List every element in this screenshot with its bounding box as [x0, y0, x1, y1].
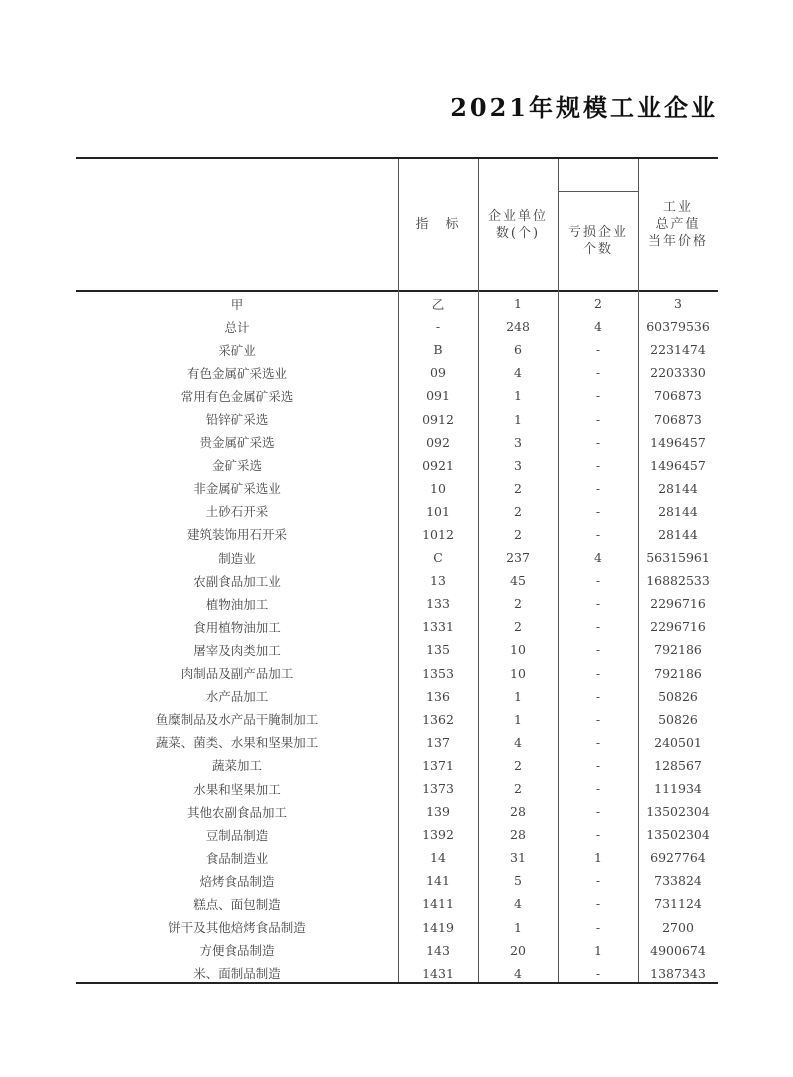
row-code: -: [435, 319, 441, 335]
row-code: 1419: [422, 919, 454, 935]
row-code: 091: [426, 388, 450, 404]
row-name: 焙烤食品制造: [199, 873, 275, 889]
row-enterprise-count: 248: [506, 319, 530, 335]
row-name: 饼干及其他焙烤食品制造: [168, 920, 306, 936]
header-indicator: 指 标: [415, 217, 461, 232]
row-name: 糕点、面包制造: [193, 896, 281, 912]
row-output-value: 28144: [658, 480, 698, 496]
row-name: 水产品加工: [205, 689, 269, 705]
table-row: [76, 292, 718, 315]
row-name: 甲: [230, 296, 244, 312]
row-output-value: 60379536: [646, 319, 710, 335]
row-loss-count: -: [595, 642, 601, 658]
row-name: 金矿采选: [211, 458, 262, 474]
row-name: 食品制造业: [205, 850, 269, 866]
row-loss-count: -: [595, 573, 601, 589]
header-col0: [76, 159, 398, 290]
table-bottom-rule: [76, 982, 718, 984]
row-code: 乙: [431, 296, 445, 312]
row-loss-count: -: [595, 388, 601, 404]
row-name: 有色金属矿采选业: [186, 365, 287, 381]
table-row: [76, 454, 718, 477]
row-code: 1411: [422, 896, 454, 912]
row-loss-count: -: [595, 965, 601, 981]
row-enterprise-count: 10: [510, 665, 526, 681]
row-loss-count: -: [595, 919, 601, 935]
table-row: [76, 592, 718, 615]
row-output-value: 111934: [654, 781, 702, 797]
header-line: 个数: [582, 241, 613, 257]
row-enterprise-count: 45: [510, 573, 526, 589]
row-code: 1392: [422, 827, 454, 843]
row-name: 土砂石开采: [205, 504, 269, 520]
row-output-value: 1496457: [650, 434, 706, 450]
row-name: 米、面制品制造: [193, 966, 281, 982]
row-enterprise-count: 2: [514, 503, 522, 519]
table-row: [76, 431, 718, 454]
row-output-value: 731124: [654, 896, 702, 912]
header-line: 总产值: [655, 217, 701, 232]
row-code: B: [433, 342, 443, 358]
row-code: 14: [430, 850, 446, 866]
row-name: 铅锌矿采选: [205, 412, 269, 428]
row-name: 鱼糜制品及水产品干腌制加工: [155, 712, 319, 728]
table-row: [76, 361, 718, 384]
row-output-value: 128567: [654, 757, 702, 773]
row-enterprise-count: 1: [514, 919, 522, 935]
row-name: 方便食品制造: [199, 943, 275, 959]
row-code: 0912: [422, 411, 454, 427]
row-loss-count: -: [595, 734, 601, 750]
table-row: [76, 869, 718, 892]
row-loss-count: -: [595, 526, 601, 542]
row-loss-count: -: [595, 757, 601, 773]
page-title: 2021年规模工业企业: [450, 93, 718, 122]
row-enterprise-count: 4: [514, 965, 522, 981]
header-line: 工业: [662, 200, 693, 215]
row-enterprise-count: 1: [514, 411, 522, 427]
row-loss-count: -: [595, 827, 601, 843]
table-row: [76, 685, 718, 708]
row-code: 143: [426, 942, 450, 958]
row-output-value: 2296716: [650, 619, 706, 635]
row-code: 139: [426, 804, 450, 820]
row-enterprise-count: 4: [514, 734, 522, 750]
row-loss-count: 1: [594, 942, 602, 958]
row-name: 蔬菜加工: [211, 758, 262, 774]
row-code: 101: [426, 503, 450, 519]
row-loss-count: -: [595, 503, 601, 519]
header-subrule: [558, 191, 638, 192]
row-loss-count: 1: [594, 850, 602, 866]
row-loss-count: -: [595, 480, 601, 496]
table-header: [76, 159, 718, 290]
table-row: [76, 800, 718, 823]
row-output-value: 3: [674, 296, 682, 312]
row-code: 1373: [422, 781, 454, 797]
row-code: 137: [426, 734, 450, 750]
row-output-value: 28144: [658, 526, 698, 542]
table-row: [76, 338, 718, 361]
row-name: 非金属矿采选业: [193, 481, 281, 497]
row-output-value: 1496457: [650, 457, 706, 473]
row-enterprise-count: 2: [514, 526, 522, 542]
row-loss-count: 2: [594, 296, 602, 312]
row-code: 141: [426, 873, 450, 889]
row-code: 1362: [422, 711, 454, 727]
row-loss-count: -: [595, 342, 601, 358]
header-line: 当年价格: [647, 234, 708, 249]
row-output-value: 706873: [654, 388, 702, 404]
row-code: 13: [430, 573, 446, 589]
row-code: C: [433, 550, 443, 566]
row-output-value: 6927764: [650, 850, 706, 866]
row-enterprise-count: 28: [510, 827, 526, 843]
row-name: 常用有色金属矿采选: [180, 388, 294, 404]
row-enterprise-count: 2: [514, 781, 522, 797]
row-output-value: 50826: [658, 711, 698, 727]
table-row: [76, 916, 718, 939]
row-enterprise-count: 1: [514, 711, 522, 727]
row-enterprise-count: 2: [514, 480, 522, 496]
row-code: 092: [426, 434, 450, 450]
table-row: [76, 892, 718, 915]
table-row: [76, 407, 718, 430]
row-name: 贵金属矿采选: [199, 435, 275, 451]
row-loss-count: -: [595, 619, 601, 635]
row-name: 其他农副食品加工: [186, 804, 287, 820]
row-output-value: 16882533: [646, 573, 710, 589]
row-enterprise-count: 28: [510, 804, 526, 820]
row-code: 1371: [422, 757, 454, 773]
row-output-value: 792186: [654, 665, 702, 681]
row-enterprise-count: 10: [510, 642, 526, 658]
row-name: 植物油加工: [205, 596, 269, 612]
row-name: 食用植物油加工: [193, 619, 281, 635]
row-loss-count: 4: [594, 550, 602, 566]
row-enterprise-count: 4: [514, 365, 522, 381]
table-row: [76, 615, 718, 638]
row-name: 总计: [224, 319, 250, 335]
header-line: 亏损企业: [567, 224, 628, 240]
row-name: 建筑装饰用石开采: [186, 527, 287, 543]
row-name: 制造业: [218, 550, 256, 566]
row-loss-count: -: [595, 665, 601, 681]
row-loss-count: -: [595, 457, 601, 473]
row-enterprise-count: 2: [514, 596, 522, 612]
row-output-value: 13502304: [646, 804, 710, 820]
row-loss-count: -: [595, 781, 601, 797]
table-row: [76, 384, 718, 407]
table-row: [76, 939, 718, 962]
row-output-value: 28144: [658, 503, 698, 519]
row-name: 水果和坚果加工: [193, 781, 281, 797]
row-code: 0921: [422, 457, 454, 473]
table-row: [76, 823, 718, 846]
row-enterprise-count: 2: [514, 757, 522, 773]
row-enterprise-count: 1: [514, 688, 522, 704]
row-loss-count: -: [595, 411, 601, 427]
row-output-value: 50826: [658, 688, 698, 704]
row-loss-count: -: [595, 434, 601, 450]
header-line: 企业单位: [487, 208, 548, 224]
row-loss-count: -: [595, 688, 601, 704]
row-name: 蔬菜、菌类、水果和坚果加工: [155, 735, 319, 751]
row-output-value: 2296716: [650, 596, 706, 612]
row-enterprise-count: 1: [514, 296, 522, 312]
row-enterprise-count: 3: [514, 457, 522, 473]
row-output-value: 56315961: [646, 550, 710, 566]
row-name: 豆制品制造: [205, 827, 269, 843]
table-row: [76, 523, 718, 546]
row-code: 1431: [422, 965, 454, 981]
row-output-value: 240501: [654, 734, 702, 750]
row-enterprise-count: 3: [514, 434, 522, 450]
row-enterprise-count: 20: [510, 942, 526, 958]
row-output-value: 2203330: [650, 365, 706, 381]
row-code: 133: [426, 596, 450, 612]
row-code: 10: [430, 480, 446, 496]
row-code: 136: [426, 688, 450, 704]
row-enterprise-count: 2: [514, 619, 522, 635]
table-row: [76, 477, 718, 500]
row-output-value: 1387343: [650, 965, 706, 981]
table-row: [76, 754, 718, 777]
row-loss-count: 4: [594, 319, 602, 335]
row-enterprise-count: 5: [514, 873, 522, 889]
row-loss-count: -: [595, 596, 601, 612]
table-row: [76, 546, 718, 569]
row-name: 屠宰及肉类加工: [193, 642, 281, 658]
table-row: [76, 638, 718, 661]
header-loss-count: [558, 191, 638, 290]
row-name: 采矿业: [218, 342, 256, 358]
row-name: 肉制品及副产品加工: [180, 666, 294, 682]
header-enterprise-count: [478, 159, 558, 290]
table-row: [76, 777, 718, 800]
row-output-value: 4900674: [650, 942, 706, 958]
row-output-value: 733824: [654, 873, 702, 889]
table-row: [76, 708, 718, 731]
table-body: [76, 292, 718, 985]
table-row: [76, 846, 718, 869]
row-output-value: 2231474: [650, 342, 706, 358]
table-row: [76, 315, 718, 338]
row-loss-count: -: [595, 873, 601, 889]
table-row: [76, 500, 718, 523]
row-enterprise-count: 6: [514, 342, 522, 358]
header-output-value: [638, 159, 718, 290]
row-output-value: 13502304: [646, 827, 710, 843]
table-row: [76, 569, 718, 592]
row-output-value: 792186: [654, 642, 702, 658]
row-name: 农副食品加工业: [193, 573, 281, 589]
row-output-value: 2700: [662, 919, 694, 935]
row-code: 1012: [422, 526, 454, 542]
row-loss-count: -: [595, 804, 601, 820]
row-code: 1331: [422, 619, 454, 635]
row-code: 1353: [422, 665, 454, 681]
row-enterprise-count: 237: [506, 550, 530, 566]
row-enterprise-count: 4: [514, 896, 522, 912]
row-enterprise-count: 31: [510, 850, 526, 866]
row-code: 09: [430, 365, 446, 381]
row-loss-count: -: [595, 711, 601, 727]
row-loss-count: -: [595, 896, 601, 912]
header-line: 数(个): [495, 225, 541, 241]
row-loss-count: -: [595, 365, 601, 381]
table-row: [76, 662, 718, 685]
row-enterprise-count: 1: [514, 388, 522, 404]
row-code: 135: [426, 642, 450, 658]
row-output-value: 706873: [654, 411, 702, 427]
table-row: [76, 731, 718, 754]
